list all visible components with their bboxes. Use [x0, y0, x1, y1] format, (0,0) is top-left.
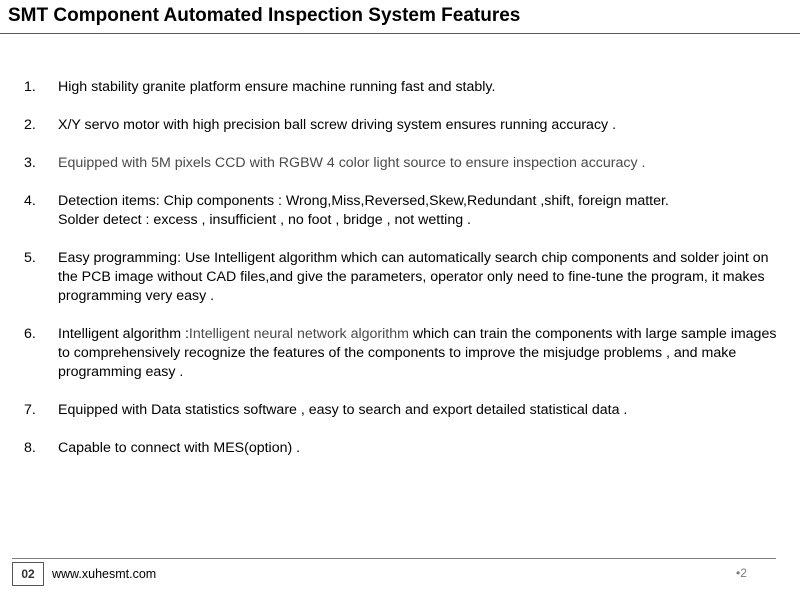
feature-item: [24, 116, 784, 135]
feature-item: [24, 249, 784, 306]
feature-item: [24, 192, 784, 230]
page-number-box: 02: [12, 562, 44, 586]
feature-number: 3.: [24, 155, 36, 171]
feature-text: [58, 249, 784, 306]
feature-text-part: Solder detect : excess , insufficient , no foot , bridge , not wetting .: [58, 212, 471, 228]
feature-item: [24, 401, 784, 420]
feature-text-part: Easy programming: Use Intelligent algorithm which can automatically search chip components and solder joint on the PCB image without CAD files,and give the parameters, operator only need to fine-tune the program, it makes programming very easy .: [58, 250, 769, 304]
website-url: www.xuhesmt.com: [52, 567, 157, 581]
feature-text-part: which can train the components with large sample images to comprehensively recognize the features of the components to improve the misjudge problems , and make programming easy .: [58, 326, 777, 380]
footer-divider: [12, 558, 776, 559]
feature-number: 5.: [24, 250, 36, 266]
feature-number: 8.: [24, 440, 36, 456]
feature-number: 4.: [24, 193, 36, 209]
feature-text: [58, 401, 784, 420]
feature-text: [58, 116, 784, 135]
feature-item: [24, 325, 784, 382]
feature-text: [58, 78, 784, 97]
feature-text-part: X/Y servo motor with high precision ball screw driving system ensures running accuracy .: [58, 117, 617, 133]
slide-number: •2: [736, 566, 747, 580]
page-title: SMT Component Automated Inspection System Features: [8, 5, 521, 26]
title-divider: [0, 33, 800, 34]
feature-item: [24, 154, 784, 173]
feature-number: 2.: [24, 117, 36, 133]
feature-text: [58, 192, 784, 230]
feature-text-part: Intelligent neural network algorithm: [188, 326, 409, 342]
feature-text: [58, 439, 784, 458]
feature-number: 1.: [24, 79, 36, 95]
feature-number: 6.: [24, 326, 36, 342]
feature-text-part: Intelligent algorithm :: [58, 326, 189, 342]
feature-text-part: Equipped with 5M pixels CCD with RGBW 4 color light source to ensure inspection accuracy .: [58, 155, 646, 171]
feature-item: [24, 78, 784, 97]
feature-text-part: Equipped with Data statistics software , easy to search and export detailed statistical data .: [58, 402, 628, 418]
feature-number: 7.: [24, 402, 36, 418]
feature-text-part: Capable to connect with MES(option) .: [58, 440, 301, 456]
feature-item: [24, 439, 784, 458]
feature-text: [58, 325, 784, 382]
feature-list: [24, 78, 784, 477]
feature-text-part: Detection items: Chip components : Wrong,Miss,Reversed,Skew,Redundant ,shift, foreign matter.: [58, 193, 669, 209]
feature-text: [58, 154, 784, 173]
feature-text-part: High stability granite platform ensure machine running fast and stably.: [58, 79, 496, 95]
